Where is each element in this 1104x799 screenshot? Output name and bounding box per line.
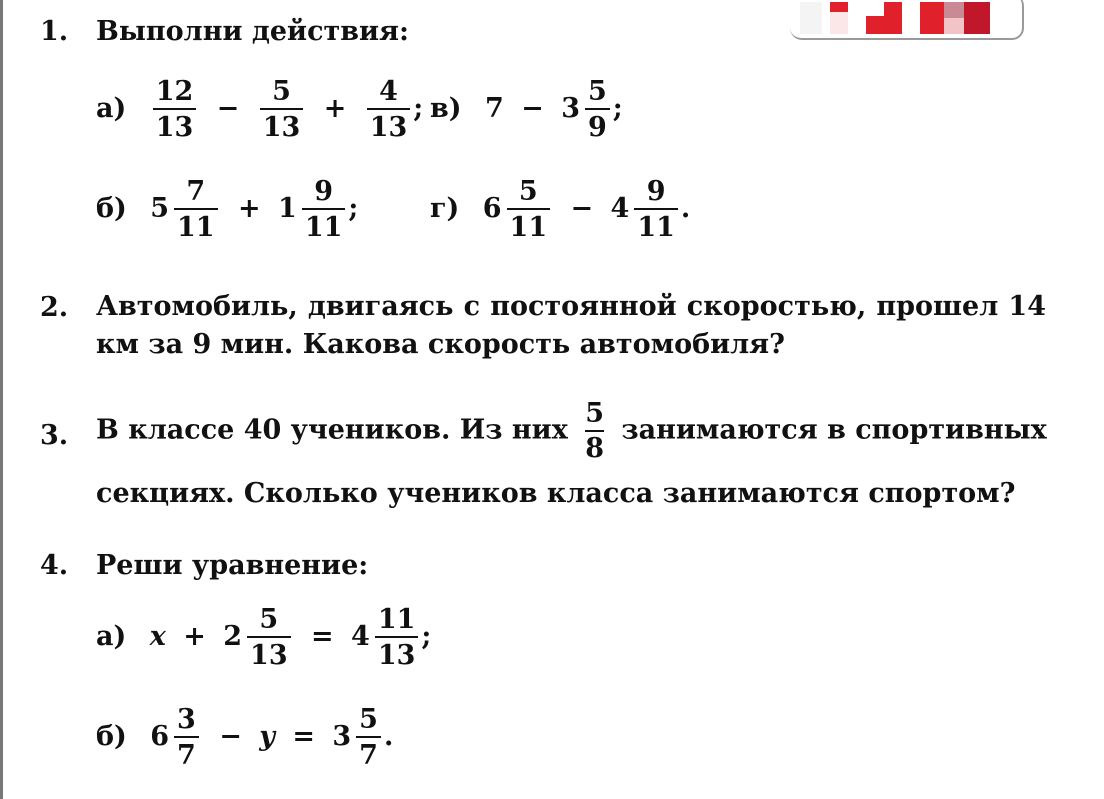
task-3-text-after: занимаются в спортивных (621, 414, 1047, 446)
whole-number: 7 (484, 93, 504, 124)
variable: x (149, 621, 166, 652)
task-1v-label: в) (430, 93, 462, 124)
task-1g-expression (430, 178, 690, 241)
fraction: $\frac{5}{13}$ (247, 606, 291, 669)
punctuation: ; (413, 93, 424, 124)
operator: − (219, 721, 242, 752)
fraction: $\frac{5}{8}$ (585, 398, 604, 464)
task-4-number: 4. (40, 550, 69, 581)
task-1v-expression (430, 78, 623, 141)
whole-number: 3 (561, 93, 580, 124)
task-1g-label: г) (430, 193, 460, 224)
equals-sign: = (311, 621, 334, 652)
operator: + (183, 621, 206, 652)
fraction: $\frac{12}{13}$ (153, 78, 197, 141)
fraction: $\frac{9}{11}$ (302, 178, 346, 241)
fraction: $\frac{5}{11}$ (507, 178, 551, 241)
whole-number: 6 (150, 721, 169, 752)
punctuation: ; (421, 621, 432, 652)
whole-number: 6 (482, 193, 502, 224)
whole-number: 1 (278, 193, 297, 224)
operator: − (216, 93, 240, 124)
fraction: $\frac{4}{13}$ (367, 78, 411, 141)
whole-number: 5 (150, 193, 169, 224)
fraction: $\frac{5}{7}$ (356, 706, 381, 769)
task-4b-equation (96, 706, 393, 769)
whole-number: 4 (351, 621, 370, 652)
punctuation: . (383, 721, 394, 752)
equals-sign: = (292, 721, 315, 752)
whole-number: 4 (610, 193, 630, 224)
task-1-title: Выполни действия: (96, 16, 409, 47)
task-3-line-2: секциях. Сколько учеников класса занимаются спортом? (96, 478, 1016, 509)
punctuation: ; (348, 193, 359, 224)
task-1b-expression (96, 178, 358, 241)
fraction: $\frac{5}{13}$ (260, 78, 304, 141)
operator: − (570, 193, 594, 224)
task-1b-label: б) (96, 193, 127, 224)
task-3-line-1 (96, 400, 1047, 462)
task-3-number: 3. (40, 420, 69, 451)
task-2-number: 2. (40, 292, 69, 323)
whole-number: 3 (332, 721, 352, 752)
task-1a-expression (96, 78, 423, 141)
task-2-text: Автомобиль, двигаясь с постоянной скоростью, прошел 14 км за 9 мин. Какова скорость автомобиля? (96, 291, 1046, 360)
operator: − (521, 93, 544, 124)
page-edge-line (0, 0, 3, 799)
punctuation: . (680, 193, 691, 224)
task-1-number: 1. (40, 16, 69, 47)
fraction: $\frac{7}{11}$ (174, 178, 218, 241)
fraction: $\frac{11}{13}$ (375, 606, 419, 669)
punctuation: ; (612, 93, 623, 124)
operator: + (323, 93, 347, 124)
task-4a-label: а) (96, 621, 127, 652)
task-4b-label: б) (96, 721, 127, 752)
task-4a-equation (96, 606, 431, 669)
task-1a-label: а) (96, 93, 127, 124)
task-4-title: Реши уравнение: (96, 550, 369, 581)
operator: + (237, 193, 261, 224)
variable: y (259, 721, 275, 752)
fraction: $\frac{5}{9}$ (585, 78, 610, 141)
fraction: $\frac{3}{7}$ (174, 706, 199, 769)
whole-number: 2 (223, 621, 243, 652)
fraction: $\frac{9}{11}$ (634, 178, 678, 241)
task-3-text-before: В классе 40 учеников. Из них (96, 414, 568, 446)
